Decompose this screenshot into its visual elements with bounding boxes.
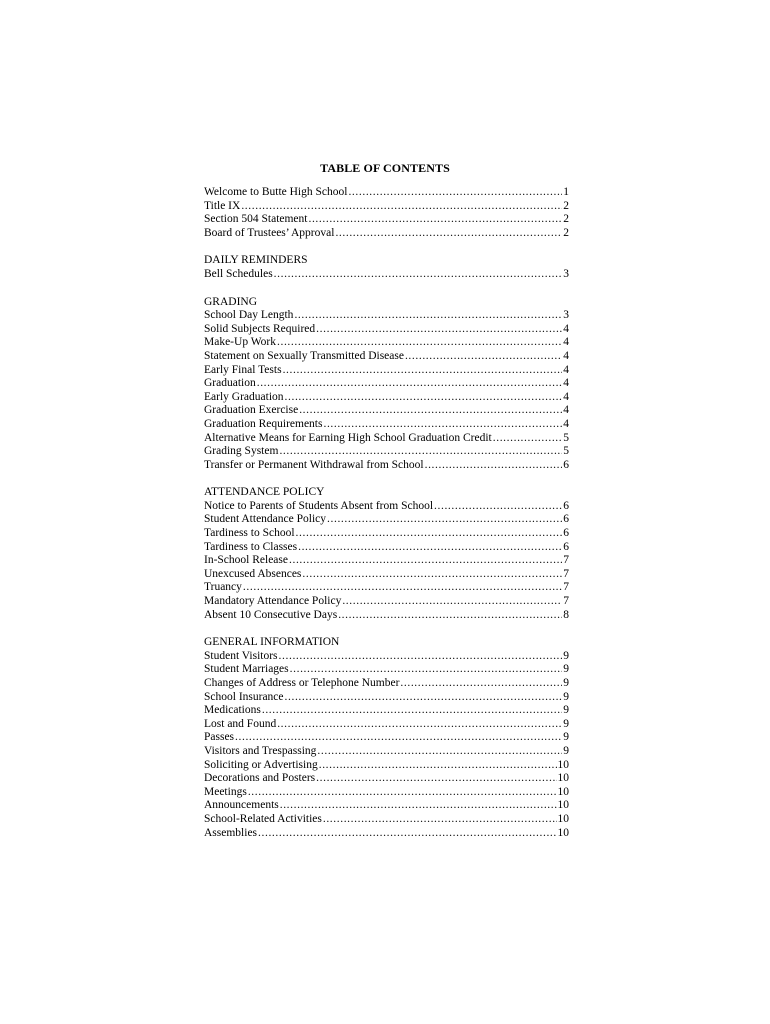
toc-entry-title: Mandatory Attendance Policy (204, 595, 342, 608)
toc-entry (204, 691, 569, 705)
toc-entry (204, 323, 569, 337)
dot-leader (425, 459, 563, 473)
toc-section (204, 486, 569, 622)
toc-entry-title: Student Visitors (204, 649, 278, 662)
toc-entry (204, 404, 569, 418)
toc-entry-title: Assemblies (204, 826, 258, 839)
toc-entry (204, 718, 569, 732)
toc-entry (204, 541, 569, 555)
dot-leader (316, 772, 556, 786)
toc-entry (204, 663, 569, 677)
toc-entry-title: Solid Subjects Required (204, 322, 316, 335)
toc-entry-title: Graduation Requirements (204, 417, 323, 430)
toc-entry-page-number: 9 (563, 731, 569, 744)
toc-entry (204, 527, 569, 541)
dot-leader (258, 827, 556, 841)
toc-entry-page-number: 4 (563, 417, 569, 430)
toc-entry (204, 827, 569, 841)
dot-leader (400, 677, 562, 691)
dot-leader (323, 813, 557, 827)
toc-entry-title: Visitors and Trespassing (204, 744, 317, 757)
toc-entry-page-number: 6 (563, 513, 569, 526)
toc-entry-page-number: 7 (563, 595, 569, 608)
toc-entry-title: Make-Up Work (204, 336, 276, 349)
toc-entry (204, 799, 569, 813)
toc-entry-page-number: 4 (563, 322, 569, 335)
toc-entry-page-number: 3 (563, 309, 569, 322)
toc-entry-page-number: 10 (557, 772, 569, 785)
toc-entry-page-number: 7 (563, 581, 569, 594)
toc-section (204, 186, 569, 240)
toc-entry-page-number: 1 (563, 186, 569, 198)
toc-entry (204, 391, 569, 405)
toc-entry (204, 500, 569, 514)
dot-leader (317, 745, 562, 759)
toc-entry-title: Student Marriages (204, 663, 289, 676)
toc-entry-page-number: 8 (563, 608, 569, 621)
dot-leader (316, 323, 562, 337)
toc-entry-page-number: 7 (563, 554, 569, 567)
dot-leader (243, 581, 562, 595)
section-heading: DAILY REMINDERS (204, 254, 308, 267)
toc-entry-page-number: 5 (563, 431, 569, 444)
toc-entry-title: Lost and Found (204, 717, 277, 730)
toc-entry-page-number: 5 (563, 445, 569, 458)
toc-entry-title: Board of Trustees’ Approval (204, 226, 335, 239)
dot-leader (277, 718, 562, 732)
dot-leader (335, 227, 562, 241)
toc-entry-title: Decorations and Posters (204, 772, 316, 785)
toc-entry-title: Early Final Tests (204, 363, 282, 376)
toc-entry-page-number: 2 (563, 199, 569, 212)
toc-entry (204, 731, 569, 745)
toc-section (204, 296, 569, 473)
toc-entry-title: Statement on Sexually Transmitted Disease (204, 349, 404, 362)
toc-entry-page-number: 9 (563, 677, 569, 689)
toc-entry-title: Changes of Address or Telephone Number (204, 677, 400, 689)
toc-entry-title: Student Attendance Policy (204, 513, 327, 526)
toc-entry (204, 513, 569, 527)
dot-leader (290, 663, 563, 677)
dot-leader (493, 432, 563, 446)
toc-entry-page-number: 2 (563, 226, 569, 239)
toc-entry-title: Transfer or Permanent Withdrawal from School (204, 458, 424, 471)
toc-entry (204, 581, 569, 595)
toc-entry-page-number: 10 (557, 812, 569, 825)
toc-entry (204, 677, 569, 691)
toc-entry-page-number: 4 (563, 349, 569, 362)
toc-entry-page-number: 4 (563, 336, 569, 349)
toc-entry (204, 336, 569, 350)
dot-leader (302, 568, 562, 582)
toc-entry (204, 704, 569, 718)
toc-entry (204, 200, 569, 214)
toc-entry-title: School-Related Activities (204, 812, 322, 825)
toc-entry-title: Bell Schedules (204, 267, 273, 280)
dot-leader (280, 799, 557, 813)
toc-entry-page-number: 6 (563, 499, 569, 512)
toc-entry-page-number: 6 (563, 540, 569, 553)
toc-entry-page-number: 6 (563, 458, 569, 471)
toc-entry-title: Absent 10 Consecutive Days (204, 608, 338, 621)
toc-entry (204, 650, 569, 664)
dot-leader (274, 268, 563, 282)
toc-entry-title: In-School Release (204, 554, 288, 567)
toc-entry-title: Soliciting or Advertising (204, 758, 318, 771)
toc-entry-page-number: 10 (557, 826, 569, 839)
table-of-contents (204, 186, 569, 854)
toc-entry-title: Graduation (204, 377, 256, 390)
toc-entry (204, 309, 569, 323)
dot-leader (279, 445, 562, 459)
dot-leader (327, 513, 562, 527)
toc-entry-page-number: 9 (563, 663, 569, 676)
toc-entry (204, 745, 569, 759)
toc-entry (204, 813, 569, 827)
toc-entry (204, 595, 569, 609)
dot-leader (262, 704, 562, 718)
section-heading: GENERAL INFORMATION (204, 636, 340, 649)
toc-entry (204, 459, 569, 473)
toc-entry-title: Alternative Means for Earning High School Graduation Credit (204, 431, 492, 444)
toc-entry (204, 554, 569, 568)
toc-entry (204, 364, 569, 378)
toc-entry-page-number: 10 (557, 758, 569, 771)
toc-section (204, 636, 569, 840)
toc-entry-page-number: 4 (563, 390, 569, 403)
dot-leader (434, 500, 562, 514)
dot-leader (338, 609, 562, 623)
section-heading: GRADING (204, 295, 258, 308)
toc-entry-title: Welcome to Butte High School (204, 186, 348, 198)
toc-entry-page-number: 4 (563, 377, 569, 390)
toc-entry (204, 377, 569, 391)
dot-leader (248, 786, 557, 800)
toc-entry-title: Early Graduation (204, 390, 284, 403)
dot-leader (277, 336, 562, 350)
dot-leader (319, 759, 557, 773)
toc-entry-title: Meetings (204, 785, 247, 798)
toc-entry-title: Graduation Exercise (204, 404, 299, 417)
toc-entry-page-number: 3 (563, 267, 569, 280)
dot-leader (405, 350, 562, 364)
toc-entry-title: School Insurance (204, 690, 284, 703)
toc-entry (204, 350, 569, 364)
section-heading: ATTENDANCE POLICY (204, 486, 325, 499)
dot-leader (289, 554, 562, 568)
toc-entry-title: Section 504 Statement (204, 213, 308, 226)
toc-entry-title: Unexcused Absences (204, 567, 302, 580)
dot-leader (279, 650, 563, 664)
toc-entry-page-number: 9 (563, 690, 569, 703)
toc-section (204, 254, 569, 281)
toc-entry-title: Announcements (204, 799, 279, 812)
toc-entry-page-number: 4 (563, 404, 569, 417)
toc-entry (204, 772, 569, 786)
toc-entry-title: Notice to Parents of Students Absent from School (204, 499, 434, 512)
toc-entry-title: Tardiness to School (204, 527, 295, 540)
toc-entry-page-number: 9 (563, 704, 569, 717)
toc-entry-title: Medications (204, 704, 261, 717)
toc-entry (204, 213, 569, 227)
dot-leader (323, 418, 562, 432)
toc-entry-page-number: 4 (563, 363, 569, 376)
toc-entry (204, 432, 569, 446)
toc-entry (204, 186, 569, 200)
toc-entry-page-number: 9 (563, 649, 569, 662)
toc-entry-title: School Day Length (204, 309, 294, 322)
toc-entry-title: Passes (204, 731, 235, 744)
toc-entry (204, 786, 569, 800)
toc-entry (204, 268, 569, 282)
dot-leader (285, 691, 563, 705)
dot-leader (296, 527, 563, 541)
toc-entry-page-number: 9 (563, 717, 569, 730)
toc-entry-title: Title IX (204, 199, 241, 212)
dot-leader (342, 595, 562, 609)
dot-leader (308, 213, 562, 227)
toc-entry-page-number: 9 (563, 744, 569, 757)
dot-leader (299, 404, 562, 418)
dot-leader (285, 391, 563, 405)
dot-leader (294, 309, 562, 323)
toc-entry (204, 568, 569, 582)
toc-entry-page-number: 6 (563, 527, 569, 540)
toc-entry-page-number: 10 (557, 785, 569, 798)
toc-entry-title: Tardiness to Classes (204, 540, 298, 553)
toc-entry-title: Grading System (204, 445, 279, 458)
dot-leader (241, 200, 562, 214)
dot-leader (235, 731, 562, 745)
toc-entry-title: Truancy (204, 581, 242, 594)
dot-leader (348, 186, 562, 200)
dot-leader (257, 377, 563, 391)
toc-entry-page-number: 10 (557, 799, 569, 812)
toc-entry (204, 759, 569, 773)
dot-leader (298, 541, 562, 555)
document-title: TABLE OF CONTENTS (320, 161, 450, 175)
toc-entry-page-number: 2 (563, 213, 569, 226)
toc-entry (204, 609, 569, 623)
toc-entry (204, 227, 569, 241)
toc-entry (204, 445, 569, 459)
toc-entry-page-number: 7 (563, 567, 569, 580)
dot-leader (283, 364, 563, 378)
toc-entry (204, 418, 569, 432)
